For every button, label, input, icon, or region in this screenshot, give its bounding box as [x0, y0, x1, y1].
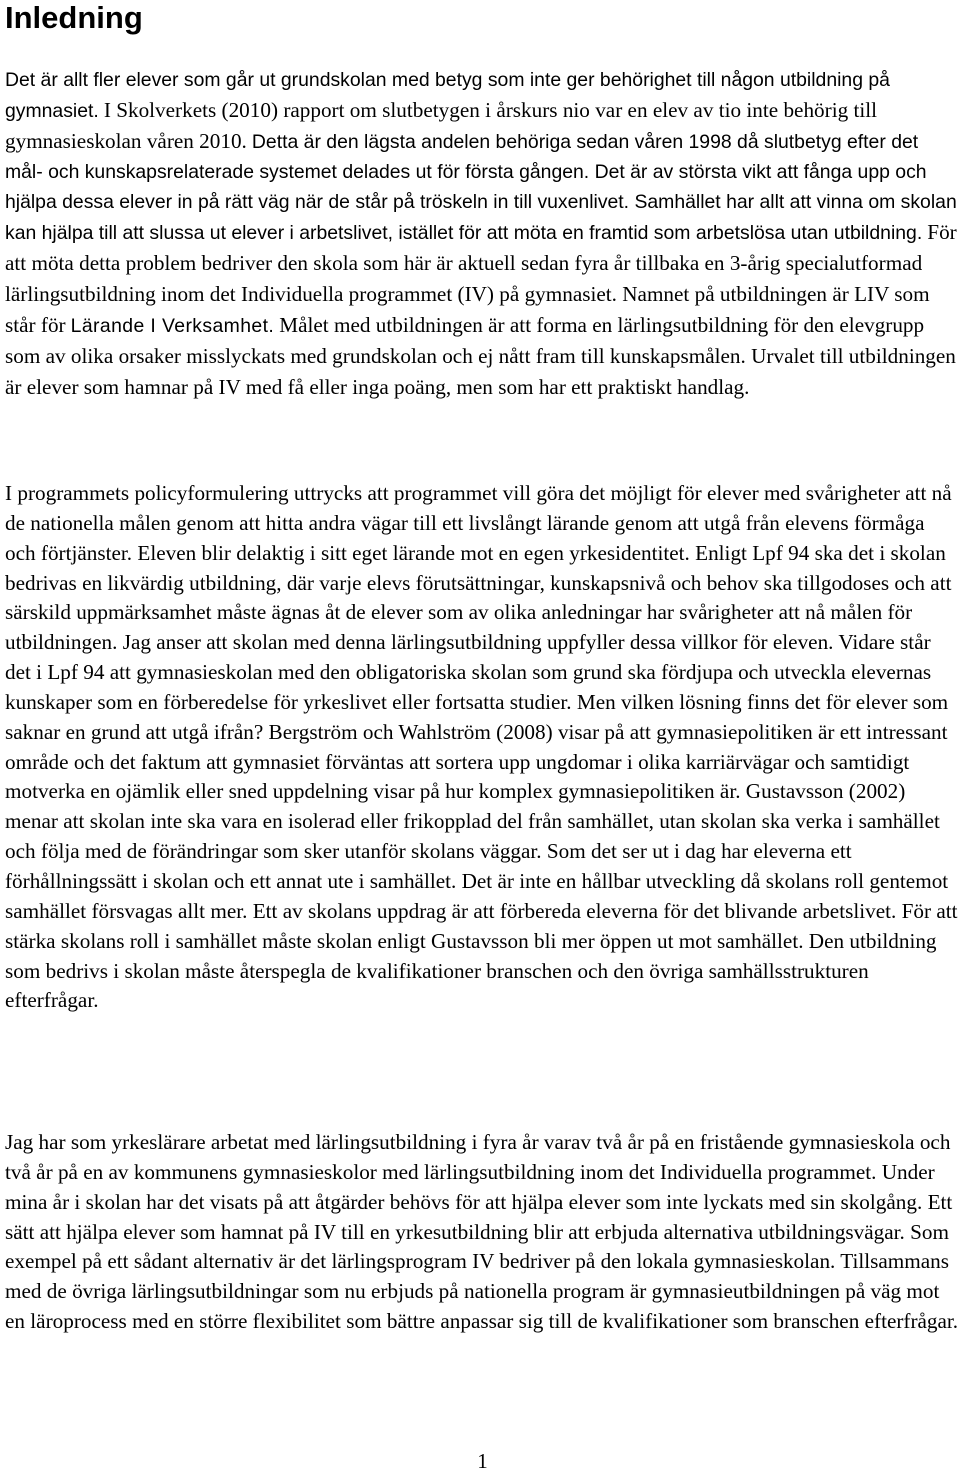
- paragraph-policy: I programmets policyformulering uttrycks att programmet vill göra det möjligt för elever med svårigheter att nå de nationella målen genom att hitta andra vägar till ett livslångt lärande genom att utgå från elevens förmåga och förtjänster. Eleven blir delaktig i sitt eget lärande mot en egen yrkesidentitet. Enligt Lpf 94 ska det i skolan bedrivas en likvärdig utbildning, där varje elevs förutsättningar, kunskapsnivå och behov ska tillgodoses och att särskild uppmärksamhet måste ägnas åt de elever som av olika anledningar har svårigheter att nå målen för utbildningen. Jag anser att skolan med denna lärlingsutbildning uppfyller dessa villkor för eleven. Vidare står det i Lpf 94 att gymnasieskolan med den obligatoriska skolan som grund ska fördjupa och utveckla elevernas kunskaper som en förberedelse för yrkeslivet eller fortsatta studier. Men vilken lösning finns det för elever som saknar en grund att utgå ifrån? Bergström och Wahlström (2008) visar på att gymnasiepolitiken är ett intressant område och det faktum att gymnasiet förväntas att sortera upp ungdomar i olika karriärvägar och samtidigt motverka en ojämlik eller sned uppdelning visar på hur komplex gymnasiepolitiken är. Gustavsson (2002) menar att skolan inte ska vara en isolerad eller frikopplad del från samhället, utan skolan ska verka i samhället och följa med de förändringar som sker utanför skolans väggar. Som det ser ut i dag har eleverna ett förhållningssätt i skolan och ett annat ute i samhället. Det är inte en hållbar utveckling då skolans roll gentemot samhället försvagas allt mer. Ett av skolans uppdrag är att förbereda eleverna för det blivande arbetslivet. För att stärka skolans roll i samhället måste skolan enligt Gustavsson bli mer öppen ut mot samhället. Den utbildning som bedrivs i skolan måste återspegla de kvalifikationer branschen och den övriga samhällsstrukturen efterfrågar.: [5, 481, 958, 1013]
- paragraph-experience: Jag har som yrkeslärare arbetat med lärlingsutbildning i fyra år varav två år på en fristående gymnasieskola och två år på en av kommunens gymnasieskolor med lärlingsutbildning inom det Individuella programmet. Under mina år i skolan har det visats på att åtgärder behövs för att hjälpa elever som inte lyckats med sin skolgång. Ett sätt att hjälpa elever som hamnat på IV till en yrkesutbildning blir att erbjuda alternativa utbildningsvägar. Som exempel på ett sådant alternativ är det lärlingsprogram IV bedriver på den lokala gymnasieskolan. Tillsammans med de övriga lärlingsutbildningar som nu erbjuds på nationella program är gymnasieutbildningen på väg mot en läroprocess med en större flexibilitet som bättre anpassar sig till de kvalifikationer som branschen efterfrågar.: [5, 1130, 959, 1334]
- paragraph-intro-part2: I Skolverkets (2010) rapport om slutbetygen i årskurs nio var en elev av tio inte behörig till gymnasieskolan våren 2010.: [5, 98, 878, 153]
- section-heading: Inledning: [5, 0, 143, 35]
- program-name: Lärande I Verksamhet.: [70, 315, 275, 337]
- paragraph-intro: [5, 65, 960, 403]
- paragraph-intro-part3: Detta är den lägsta andelen behöriga sedan våren 1998 då slutbetyg efter det mål- och kunskapsrelaterade systemet delades ut för första gången. Det är av största vikt att fånga upp och hjälpa dessa elever in på rätt väg när de står på tröskeln in till vuxenlivet. Samhället har allt att vinna om skolan kan hjälpa till att slussa ut elever i arbetslivet, istället för att möta en framtid som arbetslösa utan utbildning.: [5, 131, 957, 244]
- page-number: 1: [477, 1449, 488, 1473]
- paragraph-intro-part1: Det är allt fler elever som går ut grundskolan med betyg som inte ger behörighet till någon utbildning på gymnasiet.: [5, 69, 890, 122]
- paragraph-intro-part4: För att möta detta problem bedriver den skola som här är aktuell sedan fyra år tillbaka en 3-årig specialutformad lärlingsutbildning inom det Individuella programmet (IV) på gymnasiet. Namnet på utbildningen är LIV som står för: [5, 220, 957, 337]
- paragraph-intro-part6: Målet med utbildningen är att forma en lärlingsutbildning för den elevgrupp som av olika orsaker misslyckats med grundskolan och ej nått fram till kunskapsmålen. Urvalet till utbildningen är elever som hamnar på IV med få eller inga poäng, men som har ett praktiskt handlag.: [5, 313, 956, 399]
